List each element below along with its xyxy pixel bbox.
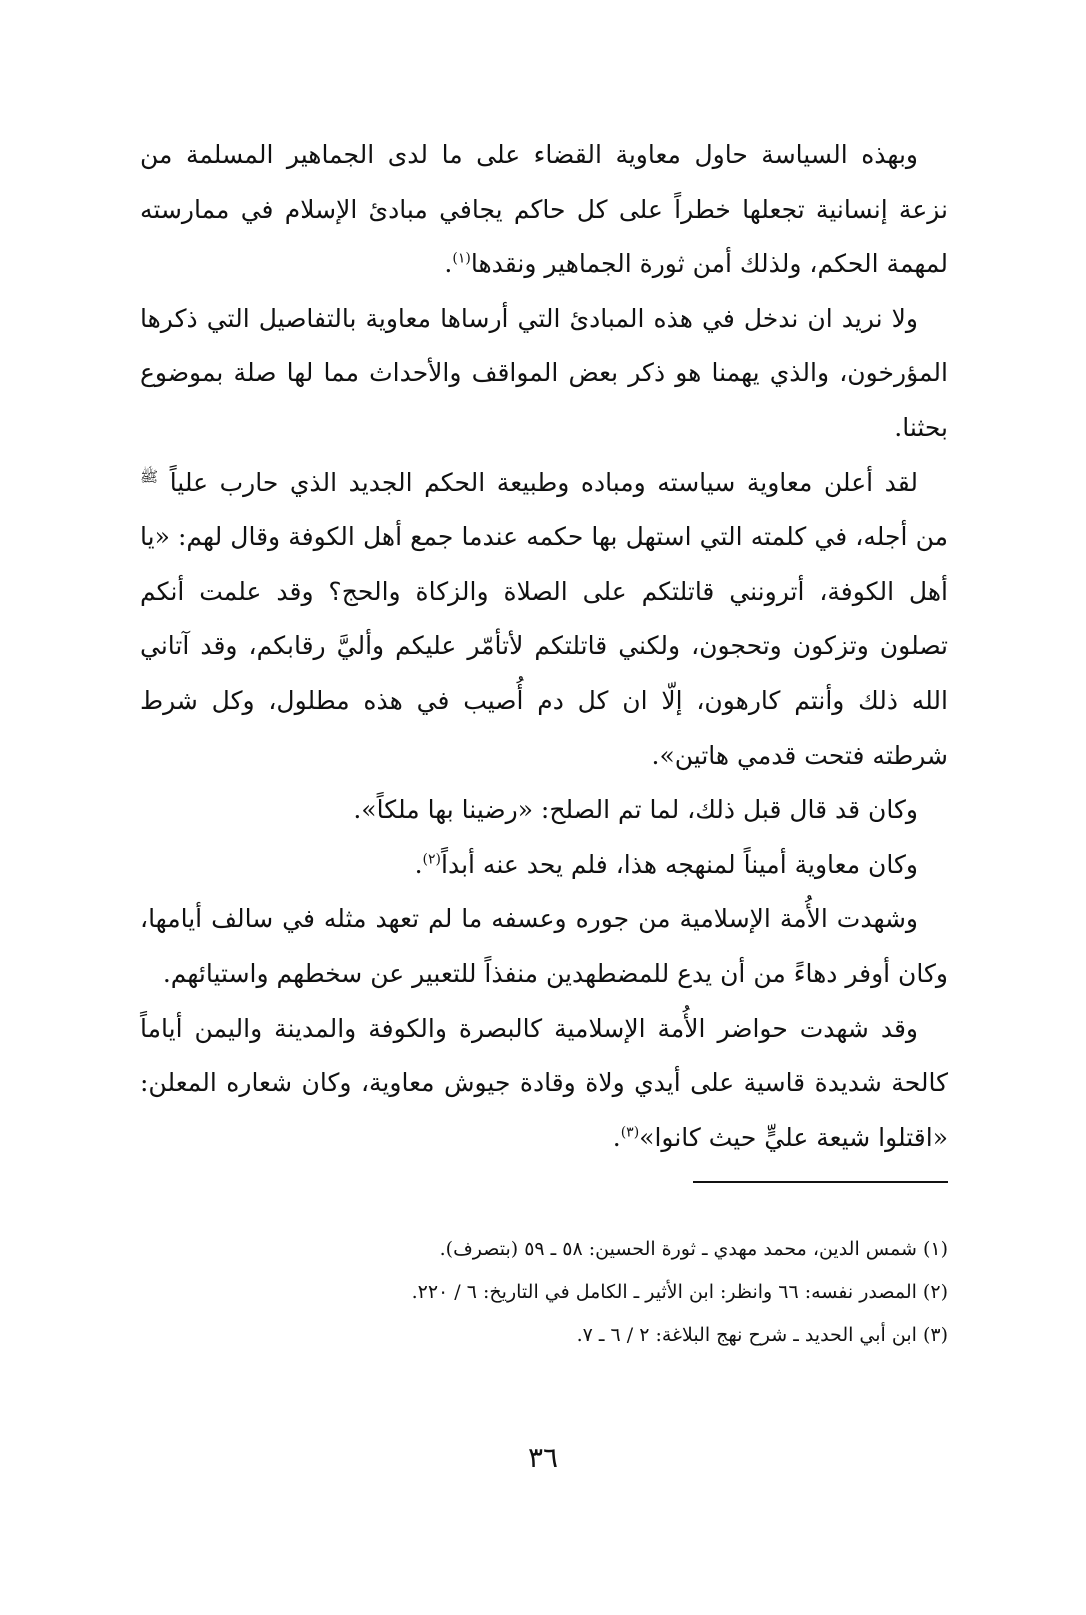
footnote-ref-3: (٣): [620, 1124, 640, 1141]
paragraph-4: [140, 783, 948, 838]
footnote-separator: [693, 1181, 948, 1183]
paragraph-7-end: .: [612, 1122, 621, 1152]
footnote-1: (١) شمس الدين، محمد مهدي ـ ثورة الحسين: ٥٨ ـ ٥٩ (بتصرف).: [439, 1238, 948, 1260]
paragraph-6: [140, 892, 948, 1001]
paragraph-1-text: وبهذه السياسة حاول معاوية القضاء على ما لدى الجماهير المسلمة من نزعة إنسانية تجعلها خطراً على كل حاكم يجافي مبادئ الإسلام في ممارسته لمهمة الحكم، ولذلك أمن ثورة الجماهير ونقدها: [140, 140, 948, 279]
main-text: [140, 128, 948, 1165]
paragraph-3: [140, 456, 948, 784]
paragraph-1: [140, 128, 948, 292]
footnote-2: (٢) المصدر نفسه: ٦٦ وانظر: ابن الأثير ـ الكامل في التاريخ: ٦ / ٢٢٠.: [411, 1281, 948, 1303]
paragraph-5-end: .: [414, 849, 423, 879]
footnote-ref-1: (١): [452, 250, 471, 267]
paragraph-6-text: وشهدت الأُمة الإسلامية من جوره وعسفه ما لم تعهد مثله في سالف أيامها، وكان أوفر دهاءً من أن يدع للمضطهدين منفذاً للتعبير عن سخطهم واستيائهم.: [140, 904, 948, 988]
paragraph-4-text: وكان قد قال قبل ذلك، لما تم الصلح: «رضينا بها ملكاً».: [353, 795, 918, 825]
footnotes: [140, 1228, 948, 1357]
paragraph-7-text: وقد شهدت حواضر الأُمة الإسلامية كالبصرة والكوفة والمدينة واليمن أياماً كالحة شديدة قاسية على أيدي ولاة وقادة جيوش معاوية، وكان شعاره المعلن: «اقتلوا شيعة عليٍّ حيث كانوا»: [140, 1013, 948, 1152]
paragraph-1-end: .: [444, 249, 453, 279]
paragraph-3-text-start: لقد أعلن معاوية سياسته ومباده وطبيعة الحكم الجديد الذي حارب علياً: [169, 467, 918, 497]
footnote-ref-2: (٢): [422, 851, 441, 868]
paragraph-7: [140, 1002, 948, 1166]
honorific-symbol: ﷺ: [140, 467, 159, 486]
paragraph-5-text: وكان معاوية أميناً لمنهجه هذا، فلم يحد عنه أبداً: [441, 849, 918, 879]
paragraph-5: [140, 838, 948, 893]
paragraph-2: [140, 292, 948, 456]
paragraph-2-text: ولا نريد ان ندخل في هذه المبادئ التي أرساها معاوية بالتفاصيل التي ذكرها المؤرخون، والذي يهمنا هو ذكر بعض المواقف والأحداث مما لها صلة بموضوع بحثنا.: [140, 303, 948, 442]
footnote-3: (٣) ابن أبي الحديد ـ شرح نهج البلاغة: ٢ / ٦ ـ ٧.: [576, 1324, 948, 1346]
paragraph-3-text-end: من أجله، في كلمته التي استهل بها حكمه عندما جمع أهل الكوفة وقال لهم: «يا أهل الكوفة، أترونني قاتلتكم على الصلاة والزكاة والحج؟ وقد علمت أنكم تصلون وتزكون وتحجون، ولكني قاتلتكم لأتأمّر عليكم وأليَّ رقابكم، وقد آتاني الله ذلك وأنتم كارهون، إلّا ان كل دم أُصيب في هذه مطلول، وكل شرط شرطته فتحت قدمي هاتين».: [140, 522, 948, 770]
page-number: ٣٦: [527, 1441, 559, 1474]
